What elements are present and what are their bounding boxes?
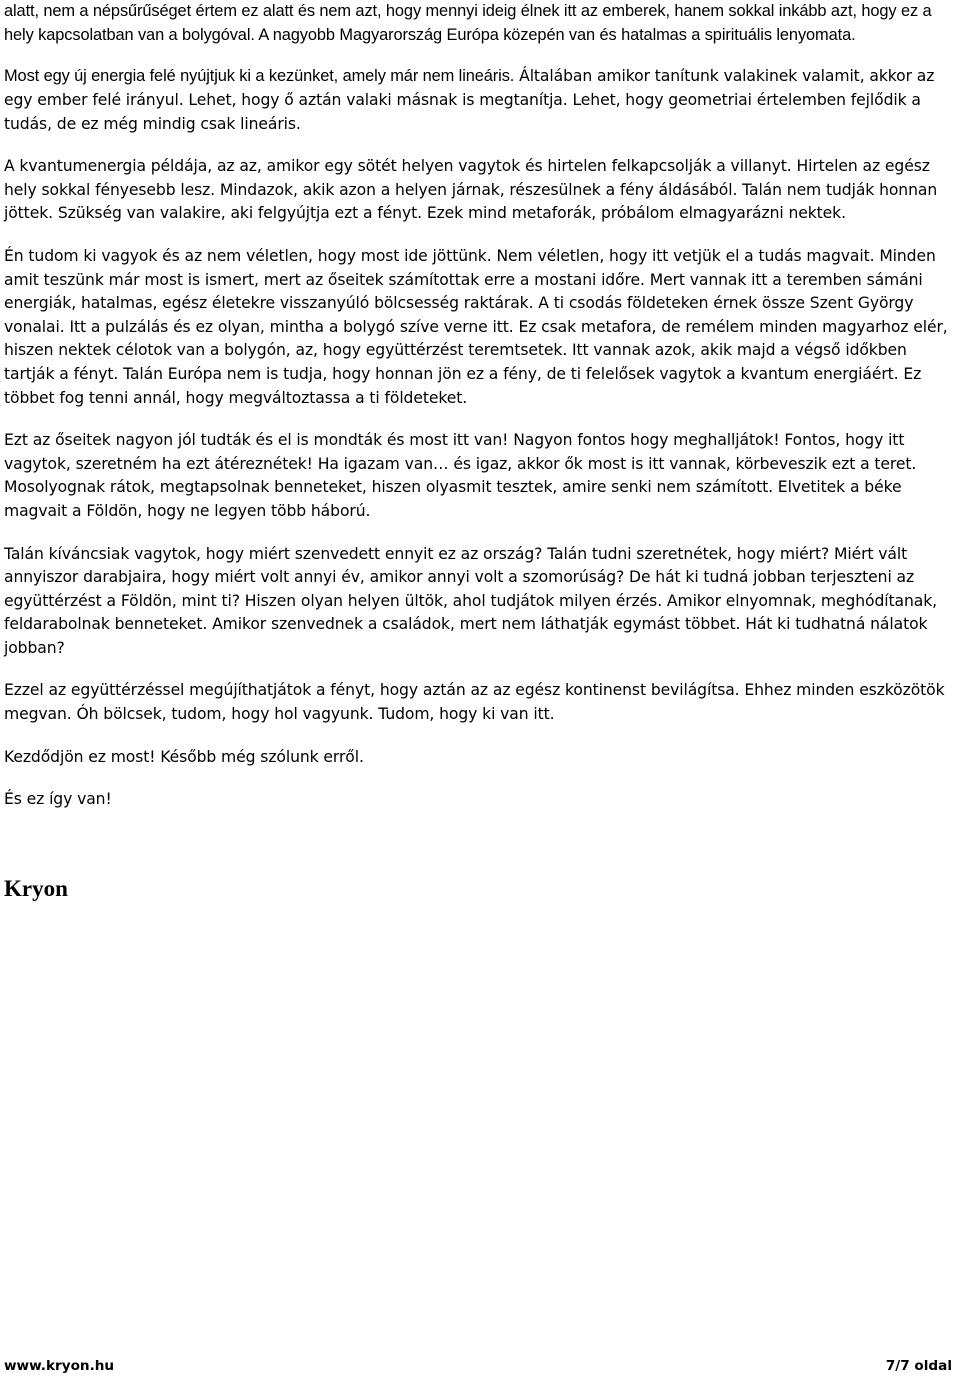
- paragraph-7: Ezzel az együttérzéssel megújíthatjátok a fényt, hogy aztán az az egész kontinenst bevilágítsa. Ehhez minden eszközötök megvan. Óh bölcsek, tudom, hogy hol vagyunk. Tudom, hogy ki van itt.: [4, 681, 945, 724]
- page-footer: [4, 1358, 952, 1374]
- paragraph-8: Kezdődjön ez most! Később még szólunk erről.: [4, 747, 364, 766]
- paragraph-1: alatt, nem a népsűrűséget értem ez alatt és nem azt, hogy mennyi ideig élnek itt az emberek, hanem sokkal inkább azt, hogy ez a hely kapcsolatban van a bolygóval. A nagyobb Magyarország Európa közepén van és hatalmas a spirituális lenyomata.: [4, 2, 932, 44]
- paragraph-5: Ezt az őseitek nagyon jól tudták és el is mondták és most itt van! Nagyon fontos hogy meghalljátok! Fontos, hogy itt vagytok, szeretném ha ezt átéreznétek! Ha igazam van… és igaz, akkor ők most is itt vannak, körbeveszik ezt a teret. Mosolyognak rátok, megtapsolnak benneteket, hiszen olyasmit tesztek, amire senki nem számított. Elvetitek a béke magvait a Földön, hogy ne legyen több háború.: [4, 431, 917, 520]
- paragraph-2: [4, 65, 952, 136]
- document-page: [4, 0, 952, 901]
- footer-site-link[interactable]: www.kryon.hu: [4, 1358, 115, 1374]
- paragraph-2-lead: Most egy új energia felé nyújtjuk ki a kezünket, amely már nem lineáris.: [4, 67, 515, 86]
- footer-page-number: 7/7 oldal: [885, 1358, 952, 1374]
- paragraph-9: És ez így van!: [4, 790, 112, 809]
- paragraph-2-rest: Általában amikor tanítunk valakinek valamit, akkor az egy ember felé irányul. Lehet, hogy ő aztán valaki másnak is megtanítja. Lehet, hogy geometriai értelemben fejlődik a tudás, de ez még mindig csak lineáris.: [4, 67, 935, 133]
- paragraph-4: Én tudom ki vagyok és az nem véletlen, hogy most ide jöttünk. Nem véletlen, hogy itt vetjük el a tudás magvait. Minden amit teszünk már most is ismert, mert az őseitek számítottak erre a mostani időre. Mert vannak itt a teremben sámáni energiák, hatalmas, egész életekre visszanyúló bölcsesség raktárak. A ti csodás földeteken érnek össze Szent György vonalai. Itt a pulzálás és ez olyan, mintha a bolygó szíve verne itt. Ez csak metafora, de remélem minden magyarhoz elér, hiszen nektek célotok van a bolygón, az, hogy együttérzést teremtsetek. Itt vannak azok, akik majd a végső időkben tartják a fényt. Talán Európa nem is tudja, hogy honnan jön ez a fény, de ti felelősek vagytok a kvantum energiáért. Ez többet fog tenni annál, hogy megváltoztassa a ti földeteket.: [4, 246, 948, 407]
- paragraph-3: A kvantumenergia példája, az az, amikor egy sötét helyen vagytok és hirtelen felkapcsolják a villanyt. Hirtelen az egész hely sokkal fényesebb lesz. Mindazok, akik azon a helyen járnak, részesülnek a fény áldásából. Talán nem tudják honnan jöttek. Szükség van valakire, aki felgyújtja ezt a fényt. Ezek mind metaforák, próbálom elmagyarázni nektek.: [4, 157, 938, 223]
- signature: Kryon: [4, 876, 68, 901]
- paragraph-6: Talán kíváncsiak vagytok, hogy miért szenvedett ennyit ez az ország? Talán tudni szeretnétek, hogy miért? Miért vált annyiszor darabjaira, hogy miért volt annyi év, amikor annyi volt a szomorúság? De hát ki tudná jobban terjeszteni az együttérzést a Földön, mint ti? Hiszen olyan helyen ültök, ahol tudjátok milyen érzés. Amikor elnyomnak, meghódítanak, feldarabolnak benneteket. Amikor szenvednek a családok, mert nem láthatják egymást többet. Hát ki tudhatná nálatok jobban?: [4, 544, 937, 657]
